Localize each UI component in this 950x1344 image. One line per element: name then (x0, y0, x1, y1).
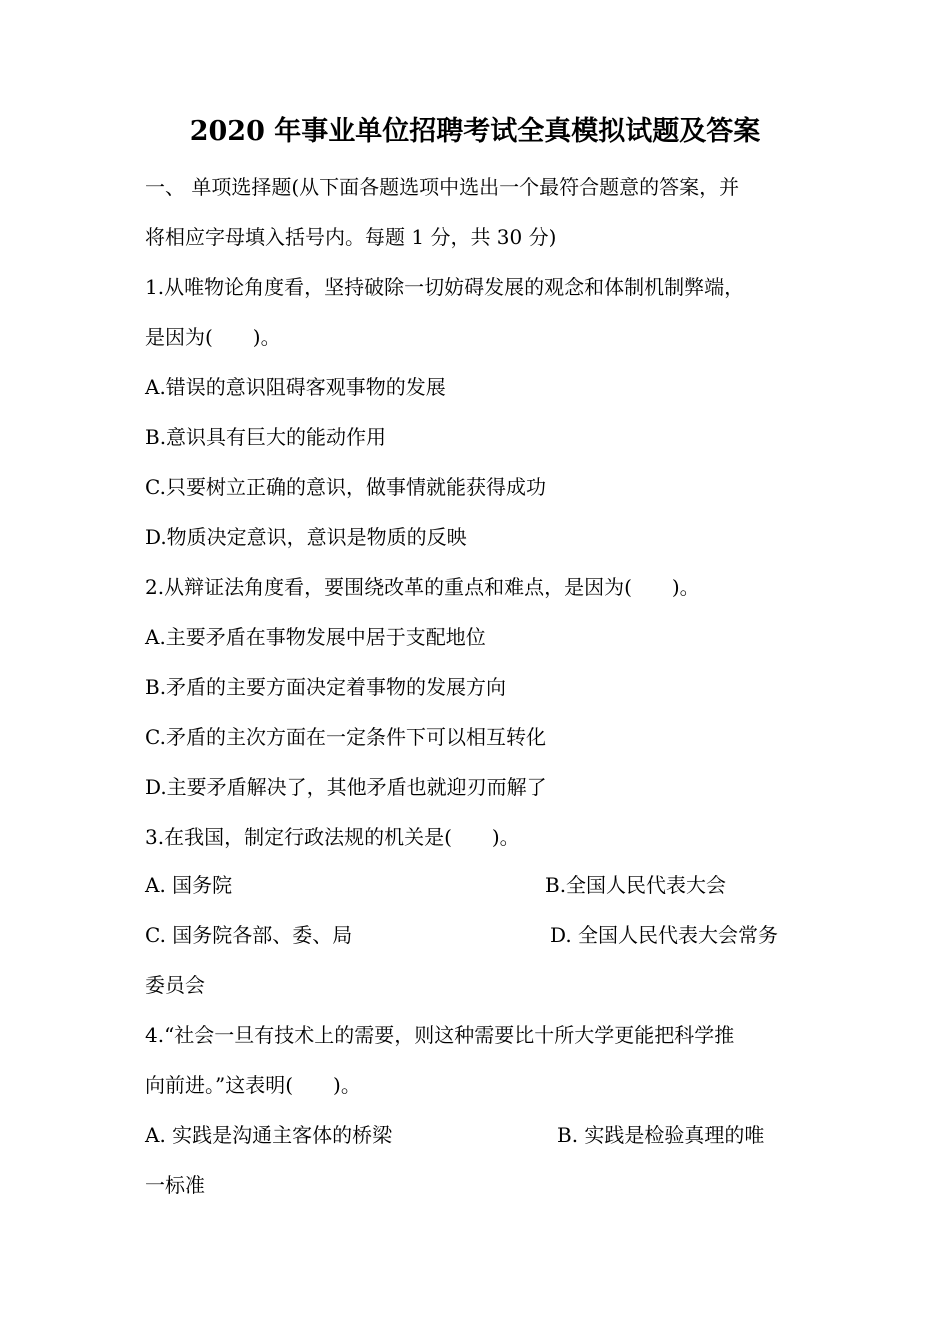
question-1-stem-line-1: 1.从唯物论角度看，坚持破除一切妨碍发展的观念和体制机制弊端， (145, 275, 745, 299)
question-1-stem-line-2: 是因为( )。 (145, 325, 281, 349)
question-1-option-d: D.物质决定意识，意识是物质的反映 (145, 525, 467, 549)
question-2-option-c: C.矛盾的主次方面在一定条件下可以相互转化 (145, 725, 546, 749)
question-3-option-a: A. 国务院 (145, 873, 233, 897)
question-2-option-b: B.矛盾的主要方面决定着事物的发展方向 (145, 675, 507, 699)
question-4-option-a: A. 实践是沟通主客体的桥梁 (145, 1123, 393, 1147)
document-title: 2020 年事业单位招聘考试全真模拟试题及答案 (189, 116, 761, 147)
question-3-stem-line-1: 3.在我国，制定行政法规的机关是( )。 (145, 825, 520, 849)
question-2-stem-line-1: 2.从辩证法角度看，要围绕改革的重点和难点，是因为( )。 (145, 575, 700, 599)
section-heading-line-1: 一、 单项选择题(从下面各题选项中选出一个最符合题意的答案，并 (145, 175, 740, 199)
question-3-option-d-continued: 委员会 (145, 973, 205, 997)
question-2-option-a: A.主要矛盾在事物发展中居于支配地位 (145, 625, 486, 649)
question-3-option-b: B.全国人民代表大会 (545, 873, 727, 897)
section-heading-line-2: 将相应字母填入括号内。每题 1 分，共 30 分) (145, 225, 557, 249)
question-1-option-b: B.意识具有巨大的能动作用 (145, 425, 387, 449)
question-4-option-b: B. 实践是检验真理的唯 (557, 1123, 765, 1147)
question-3-option-c: C. 国务院各部、委、局 (145, 923, 353, 947)
question-4-stem-line-1: 4.“社会一旦有技术上的需要，则这种需要比十所大学更能把科学推 (145, 1023, 735, 1047)
question-2-option-d: D.主要矛盾解决了，其他矛盾也就迎刃而解了 (145, 775, 547, 799)
question-1-option-a: A.错误的意识阻碍客观事物的发展 (145, 375, 446, 399)
question-4-stem-line-2: 向前进。”这表明( )。 (145, 1073, 361, 1097)
question-4-option-b-continued: 一标准 (145, 1173, 205, 1197)
question-3-option-d: D. 全国人民代表大会常务 (550, 923, 779, 947)
question-1-option-c: C.只要树立正确的意识，做事情就能获得成功 (145, 475, 546, 499)
